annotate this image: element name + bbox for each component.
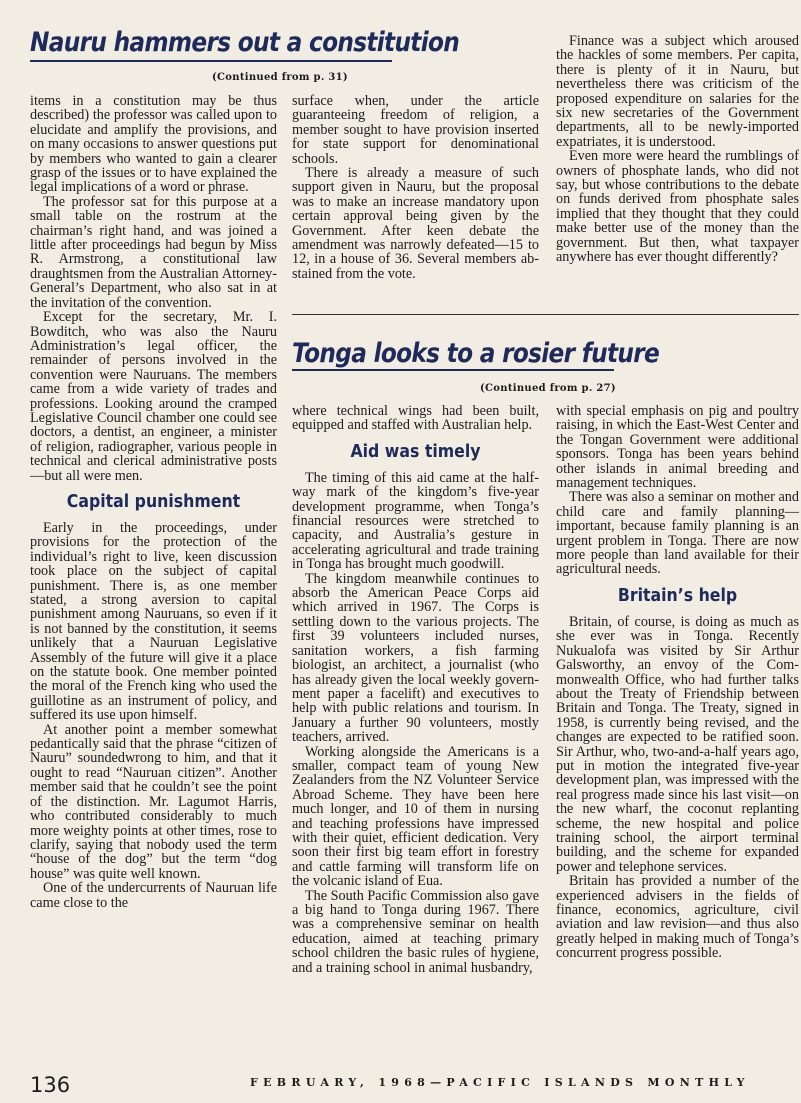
subhead-capital-punishment: Capital punishment: [66, 491, 241, 512]
continued-note-nauru: (Continued from p. 31): [212, 72, 348, 83]
paragraph: The South Pacific Commission also gave a big hand to Tonga during 1967. There was a comprehensive seminar on health education, aimed at teaching primary school children the basic rules of hygiene, and a training school in animal husbandry,: [292, 887, 539, 976]
paragraph: The kingdom meanwhile continues to absorb the American Peace Corps aid which arrived in 1967. The Corps is settling down to the various projects. The first 39 volunteers included nurses, sanitation workers, a fish farming biologist, an architect, a journalist (who has already given the local weekly government paper a facelift) and executives to help with public relations and tourism. In January a further 90 volunteers, mostly teachers, arrived.: [292, 570, 539, 746]
continued-note-tonga: (Continued from p. 27): [480, 383, 616, 394]
paragraph: Working alongside the Americans is a smaller, compact team of young New Zealanders from the NZ Volunteer Service Abroad Scheme. They have been here much longer, and 10 of them in nursing and teaching professions have impressed with their quiet, efficient dedication. Very soon their first big team effort in forestry and cattle farming will transform life on the volcanic island of Eua.: [292, 743, 539, 890]
paragraph: Britain has provided a number of the experienced advisers in the fields of finance, economics, agriculture, civil aviation and law revision—and thus also greatly helped in making much of Tonga’s concurrent progress possible.: [556, 873, 799, 962]
subhead-aid-was-timely: Aid was timely: [350, 441, 481, 462]
headline-tonga: Tonga looks to a rosier future: [292, 338, 660, 369]
paragraph: The timing of this aid came at the half-way mark of the kingdom’s five-year development programme, when Tonga’s financial resources were stretched to capacity, and Australia’s gesture in accelerating agricultural and trade training in Tonga has brought much goodwill.: [292, 469, 539, 573]
paragraph: Britain, of course, is doing as much as she ever was in Tonga. Recently Nukualofa was visited by Sir Arthur Galsworthy, an envoy of the Commonwealth Office, who had further talks about the Treaty of Friendship between Britain and Tonga. The Treaty, signed in 1958, is currently being revised, and the changes are expected to be ratified soon. Sir Arthur, who, two-and-a-half years ago, put in motion the integrated five-year development plan, was impressed with the real progress made since his last visit—on the new wharf, the coconut replanting scheme, the new hospital and police training school, the airport terminal building, and the scheme for expanded power and telephone services.: [556, 613, 799, 875]
paragraph: There was also a seminar on mother and child care and family planning—important, because family planning is an urgent problem in Tonga. There are now more people than land available for their agricultural needs.: [556, 489, 799, 578]
paragraph: items in a constitution may be thus described) the professor was called upon to elucidate and amplify the provisions, and on many occasions to answer questions put by members who wanted to gain a clearer grasp of the issues or to have explained the legal implications of a word or phrase.: [30, 93, 277, 196]
headline-nauru: Nauru hammers out a constitution: [30, 27, 460, 58]
paragraph: surface when, under the article guaranteeing freedom of religion, a member sought to have provision inserted for state support for denominational schools.: [292, 93, 539, 167]
running-footer: FEBRUARY, 1968—PACIFIC ISLANDS MONTHLY: [250, 1076, 750, 1089]
nauru-column-2: [292, 94, 539, 281]
paragraph: where technical wings had been built, equipped and staffed with Australian help.: [292, 403, 539, 434]
paragraph: Early in the proceedings, under provisions for the protection of the individual’s right to live, keen discussion took place on the subject of capital punishment. There is, as one member stated, a strong aversion to capital punishment among Nauruans, so even if it is not banned by the constitution, it seems unlikely that a Nauruan Legislative Assembly of the future will give it a place on the statute book. One member pointed the moral of the French king who used the guillotine as an instrument of policy, and suffered its use upon himself.: [30, 519, 277, 724]
paragraph: There is already a measure of such support given in Nauru, but the proposal was to make an increase mandatory upon certain approval being given by the Government. After keen debate the amendment was narrowly defeated—15 to 12, in a house of 36. Several members abstained from the vote.: [292, 165, 539, 282]
tonga-column-2: [556, 404, 799, 961]
paragraph: Even more were heard the rumblings of owners of phosphate lands, who did not say, but whose contributions to the debate on funds derived from phosphate sales implied that they thought that they could make better use of the money than the government. But then, what taxpayer anywhere has ever thought differently?: [556, 148, 799, 266]
headline-tonga-rule: [292, 369, 614, 371]
subhead-britains-help: Britain’s help: [617, 585, 738, 606]
tonga-column-1: [292, 404, 539, 975]
paragraph: Finance was a subject which aroused the hackles of some members. Per capita, there is plenty of it in Nauru, but nevertheless there was criticism of the proposed expenditure on salaries for the six new secretaries of the Government departments, all to be newly-imported expatriates, it is understood.: [556, 33, 799, 150]
page-number: 136: [30, 1073, 71, 1097]
paragraph: At another point a member somewhat pedantically said that the phrase “citizen of Nauru” soundedwrong to him, and that it ought to read “Nauruan citizen”. Another member said that he couldn’t see the point of the distinction. Mr. Lagumot Harris, who contributed considerably to much more weighty points at other times, rose to clarify, saying that nobody used the term “house of the dog” but the term “dog house” was quite well known.: [30, 721, 277, 882]
section-divider: [292, 314, 799, 315]
paragraph: with special emphasis on pig and poultry raising, in which the East-West Center and the Tongan Government were additional sponsors. Tonga has been years behind other islands in animal breeding and management techniques.: [556, 403, 799, 492]
paragraph: Except for the secretary, Mr. I. Bowditch, who was also the Nauru Administration’s legal officer, the remainder of persons involved in the convention were Nauruans. The members came from a wide variety of trades and professions. Looking around the cramped Legislative Council chamber one could see doctors, a dentist, an engineer, a minister of religion, radiographer, various people in technical and clerical administrative posts—but all were men.: [30, 309, 277, 484]
nauru-column-3: [556, 34, 799, 265]
paragraph: The professor sat for this purpose at a small table on the rostrum at the chairman’s right hand, and was joined a little after proceedings had begun by Miss R. Armstrong, a constitutional law draughtsmen from the Australian Attorney-General’s Department, who also sat in at the invitation of the convention.: [30, 193, 277, 311]
headline-nauru-rule: [30, 60, 392, 62]
paragraph: One of the undercurrents of Nauruan life came close to the: [30, 880, 277, 911]
nauru-column-1: [30, 94, 277, 910]
